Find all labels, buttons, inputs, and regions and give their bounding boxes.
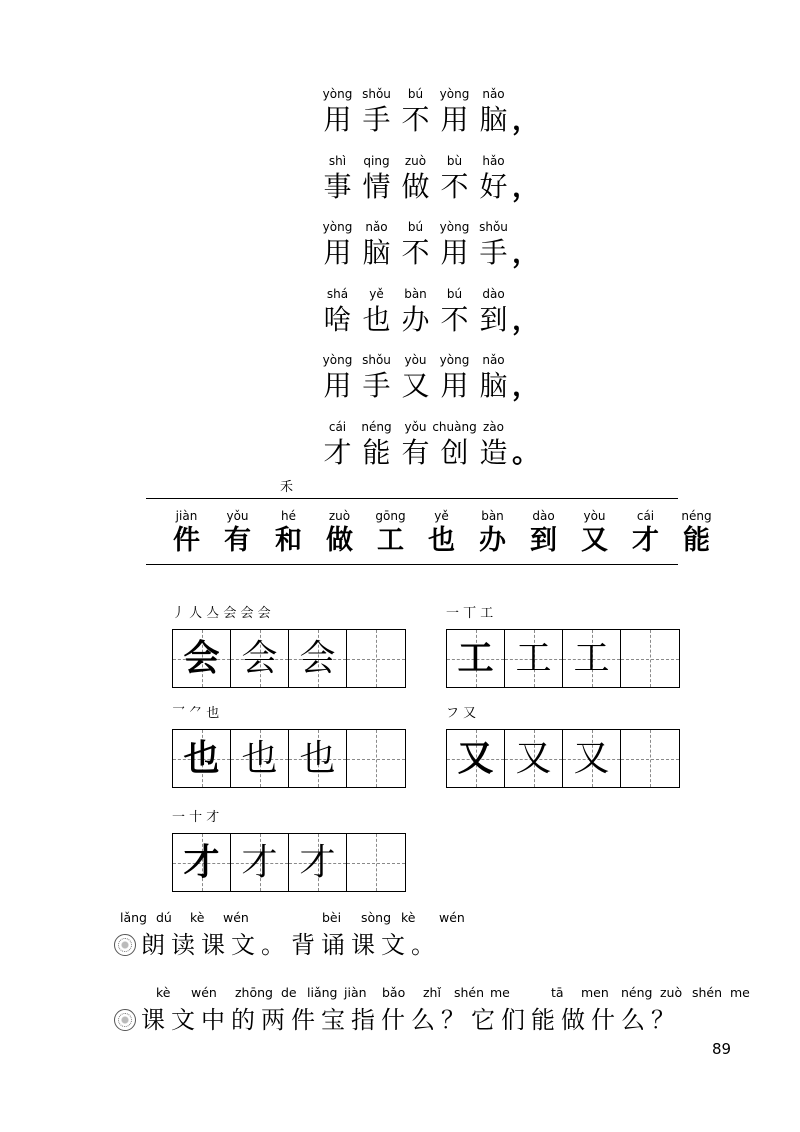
practice-char: 也 <box>241 737 278 779</box>
writing-grid <box>446 629 680 688</box>
pinyin: zuò <box>404 153 427 168</box>
exercise-pinyin <box>114 910 465 928</box>
exercise-pinyin-syllable: shén <box>692 985 723 1000</box>
vocab-pinyin: hé <box>281 509 296 523</box>
practice-char: 也 <box>299 737 336 779</box>
poem-char <box>357 153 396 220</box>
exercise-pinyin <box>114 985 750 1003</box>
hanzi: 也 <box>362 302 391 336</box>
pinyin: yòng <box>322 220 353 234</box>
exercise-pinyin-syllable: kè <box>401 910 416 925</box>
page-number: 89 <box>712 1040 732 1058</box>
vocab-hanzi: 能 <box>683 525 710 556</box>
practice-cell-empty <box>347 834 405 891</box>
vocab-pinyin: yǒu <box>226 509 249 523</box>
poem-char <box>318 352 357 419</box>
exercise-pinyin-syllable: men <box>581 985 609 1000</box>
pinyin: dào <box>482 286 505 301</box>
hanzi: 有 <box>401 435 430 469</box>
hanzi: ， <box>512 169 541 203</box>
vocab-word <box>467 507 518 557</box>
exercise-pinyin-syllable: zhōng <box>235 985 273 1000</box>
poem-char <box>357 352 396 419</box>
stroke-order: フ 又 <box>446 706 477 721</box>
poem-char <box>396 153 435 220</box>
vocab-hanzi: 到 <box>530 525 557 556</box>
stroke-order: 一 丅 工 <box>446 606 494 621</box>
exercise-pinyin-syllable: néng <box>621 985 653 1000</box>
poem-char <box>396 352 435 419</box>
hanzi: 手 <box>479 236 508 269</box>
hanzi: 才 <box>323 435 352 469</box>
poem-char <box>513 352 539 419</box>
hanzi: 用 <box>440 103 469 136</box>
practice-char: 会 <box>183 637 220 679</box>
pinyin: qing <box>363 153 390 168</box>
writing-grid <box>172 729 406 788</box>
hanzi: 到 <box>479 302 508 336</box>
hanzi: 脑 <box>362 236 391 269</box>
hanzi: 不 <box>440 302 469 336</box>
poem-char <box>435 219 474 286</box>
hanzi: 用 <box>323 103 352 136</box>
vocab-pinyin: cái <box>636 509 655 523</box>
pinyin: zào <box>483 419 504 434</box>
practice-char: 又 <box>457 737 494 779</box>
practice-char: 会 <box>241 637 278 679</box>
practice-cell <box>231 730 289 787</box>
hanzi: 手 <box>362 103 391 136</box>
practice-char: 也 <box>183 737 220 779</box>
hanzi: 手 <box>362 369 391 402</box>
vocab-bar <box>161 507 722 557</box>
exercise-pinyin-syllable: dú <box>156 910 172 925</box>
vocab-word <box>263 507 314 557</box>
vocab-pinyin: gōng <box>375 509 406 523</box>
exercise-text: 课文中的两件宝指什么？它们能做什么？ <box>141 1006 681 1034</box>
vocab-hanzi: 办 <box>479 525 506 556</box>
hanzi: 事 <box>323 169 352 203</box>
practice-char: 工 <box>515 637 552 679</box>
hanzi: 用 <box>323 236 352 269</box>
hanzi: 用 <box>440 369 469 402</box>
pinyin: shá <box>326 286 349 301</box>
vocab-hanzi: 件 <box>173 525 200 556</box>
pinyin: shǒu <box>479 220 508 234</box>
pinyin: bàn <box>404 286 427 301</box>
hanzi: 又 <box>401 369 430 402</box>
exercise-pinyin-syllable: liǎng <box>307 985 338 1000</box>
hanzi: 好 <box>479 169 508 203</box>
poem-char <box>357 219 396 286</box>
exercise-pinyin-syllable: wén <box>191 985 217 1000</box>
poem-char <box>435 153 474 220</box>
exercise-pinyin-syllable: zuò <box>660 985 683 1000</box>
stroke-order: 乛 ⺈ 也 <box>172 706 220 721</box>
pinyin: yòng <box>439 87 470 101</box>
poem-line <box>318 419 578 486</box>
exercise-pinyin-syllable: wén <box>439 910 465 925</box>
practice-cell <box>289 730 347 787</box>
vocab-pinyin: néng <box>681 509 712 523</box>
practice-cell-empty <box>621 630 679 687</box>
poem-char <box>435 352 474 419</box>
practice-cell <box>289 630 347 687</box>
writing-grid <box>172 833 406 892</box>
pinyin: nǎo <box>482 87 505 101</box>
poem-line <box>318 86 578 153</box>
poem-char <box>513 153 539 220</box>
practice-char: 才 <box>183 841 220 883</box>
vocab-bottom-rule <box>146 564 678 565</box>
hanzi: ， <box>512 103 541 136</box>
exercise-text: 朗读课文。背诵课文。 <box>141 931 441 959</box>
pinyin: néng <box>361 419 392 434</box>
vocab-top-rule <box>146 498 678 499</box>
writing-block-hui <box>172 604 406 688</box>
vocab-word <box>212 507 263 557</box>
stroke-order: 一 十 才 <box>172 810 220 825</box>
poem-char <box>318 419 357 486</box>
poem-line <box>318 153 578 220</box>
vocab-word <box>365 507 416 557</box>
hanzi: ， <box>512 236 541 269</box>
poem-char <box>513 419 539 486</box>
exercise-pinyin-syllable: kè <box>190 910 205 925</box>
practice-char: 工 <box>573 637 610 679</box>
vocab-hanzi: 有 <box>224 525 251 556</box>
pinyin: yě <box>369 286 384 301</box>
practice-cell <box>231 834 289 891</box>
vocab-word <box>518 507 569 557</box>
practice-cell <box>563 630 621 687</box>
pinyin: yòng <box>322 87 353 101</box>
radical-hint: 禾 <box>280 480 294 495</box>
vocab-word <box>416 507 467 557</box>
hanzi: ， <box>512 369 541 402</box>
practice-char: 又 <box>515 737 552 779</box>
pinyin: yǒu <box>404 419 427 434</box>
pinyin: yòng <box>439 353 470 367</box>
exercise-pinyin-syllable: jiàn <box>344 985 367 1000</box>
practice-char: 才 <box>241 841 278 883</box>
poem <box>318 86 578 485</box>
poem-char <box>474 419 513 486</box>
poem-char <box>396 419 435 486</box>
exercise-pinyin-syllable: zhǐ <box>423 985 441 1000</box>
exercise-pinyin-syllable: me <box>730 985 750 1000</box>
practice-cell-empty <box>347 630 405 687</box>
hanzi: 不 <box>440 169 469 203</box>
exercise-pinyin-syllable: shén <box>454 985 485 1000</box>
poem-char <box>318 86 357 153</box>
vocab-word <box>161 507 212 557</box>
hanzi: 办 <box>401 302 430 336</box>
vocab-word <box>620 507 671 557</box>
exercise-pinyin-syllable: de <box>281 985 297 1000</box>
exercise-2 <box>114 985 750 1035</box>
vocab-hanzi: 又 <box>581 525 608 556</box>
vocab-hanzi: 和 <box>275 525 302 556</box>
hanzi: 脑 <box>479 369 508 402</box>
pinyin: yòu <box>404 353 427 367</box>
practice-cell-empty <box>621 730 679 787</box>
poem-char <box>318 153 357 220</box>
vocab-pinyin: bàn <box>481 509 504 523</box>
vocab-hanzi: 也 <box>428 525 455 556</box>
poem-char <box>318 219 357 286</box>
pinyin: hǎo <box>482 153 505 168</box>
poem-line <box>318 219 578 286</box>
hanzi: 。 <box>512 435 541 469</box>
practice-cell <box>505 730 563 787</box>
practice-cell <box>447 730 505 787</box>
practice-cell <box>447 630 505 687</box>
exercise-pinyin-syllable: lǎng <box>120 910 147 925</box>
practice-char: 会 <box>299 637 336 679</box>
vocab-hanzi: 才 <box>632 525 659 556</box>
vocab-hanzi: 工 <box>377 525 404 556</box>
practice-cell-empty <box>347 730 405 787</box>
practice-char: 工 <box>457 637 494 679</box>
practice-cell <box>563 730 621 787</box>
hanzi: 能 <box>362 435 391 469</box>
poem-char <box>513 86 539 153</box>
exercise-pinyin-syllable: bèi <box>322 910 342 925</box>
poem-line <box>318 286 578 353</box>
pinyin: nǎo <box>365 220 388 234</box>
poem-char <box>396 286 435 353</box>
poem-char <box>474 352 513 419</box>
poem-char <box>318 286 357 353</box>
writing-block-you <box>446 704 680 788</box>
poem-char <box>396 86 435 153</box>
practice-char: 才 <box>299 841 336 883</box>
poem-char <box>357 419 396 486</box>
pinyin: chuàng <box>432 419 477 434</box>
vocab-word <box>314 507 365 557</box>
poem-char <box>357 86 396 153</box>
poem-char <box>474 153 513 220</box>
hanzi: 用 <box>440 236 469 269</box>
practice-cell <box>173 730 231 787</box>
exercise-line <box>114 930 441 960</box>
hanzi: 造 <box>479 435 508 469</box>
practice-cell <box>505 630 563 687</box>
pinyin: shǒu <box>362 353 391 367</box>
hanzi: 创 <box>440 435 469 469</box>
poem-char <box>435 286 474 353</box>
pinyin: bù <box>446 153 463 168</box>
practice-cell <box>289 834 347 891</box>
pinyin: cái <box>328 419 347 434</box>
practice-cell <box>173 630 231 687</box>
poem-char <box>513 219 539 286</box>
exercise-pinyin-syllable: sòng <box>361 910 392 925</box>
pinyin: bú <box>446 286 463 301</box>
pinyin: shì <box>328 153 347 168</box>
pinyin: shǒu <box>362 87 391 101</box>
hanzi: 做 <box>401 169 430 203</box>
vocab-word <box>569 507 620 557</box>
vocab-pinyin: yě <box>434 509 449 523</box>
stroke-order: 丿 人 亼 会 会 会 <box>172 606 271 621</box>
hanzi: 啥 <box>323 302 352 336</box>
exercise-pinyin-syllable: bǎo <box>382 985 406 1000</box>
poem-char <box>435 86 474 153</box>
writing-block-ye <box>172 704 406 788</box>
poem-char <box>474 219 513 286</box>
writing-grid <box>172 629 406 688</box>
hanzi: 情 <box>362 169 391 203</box>
poem-char <box>513 286 539 353</box>
hanzi: 脑 <box>479 103 508 136</box>
pinyin: bú <box>407 220 424 234</box>
exercise-1 <box>114 910 465 960</box>
writing-block-cai <box>172 808 406 892</box>
poem-char <box>396 219 435 286</box>
writing-grid <box>446 729 680 788</box>
exercise-line <box>114 1005 681 1035</box>
hanzi: 不 <box>401 236 430 269</box>
exercise-badge-icon <box>114 1009 136 1031</box>
vocab-pinyin: yòu <box>583 509 606 523</box>
exercise-pinyin-syllable: me <box>490 985 510 1000</box>
pinyin: nǎo <box>482 353 505 367</box>
pinyin: bú <box>407 87 424 101</box>
hanzi: ， <box>512 302 541 336</box>
poem-line <box>318 352 578 419</box>
poem-char <box>432 419 477 486</box>
exercise-pinyin-syllable: tā <box>551 985 564 1000</box>
vocab-pinyin: zuò <box>328 509 351 523</box>
practice-char: 又 <box>573 737 610 779</box>
vocab-pinyin: jiàn <box>175 509 198 523</box>
vocab-word <box>671 507 722 557</box>
practice-cell <box>173 834 231 891</box>
exercise-pinyin-syllable: wén <box>223 910 249 925</box>
practice-cell <box>231 630 289 687</box>
pinyin: yòng <box>439 220 470 234</box>
poem-char <box>474 286 513 353</box>
pinyin: yòng <box>322 353 353 367</box>
poem-char <box>357 286 396 353</box>
poem-char <box>474 86 513 153</box>
writing-block-gong <box>446 604 680 688</box>
exercise-badge-icon <box>114 934 136 956</box>
vocab-pinyin: dào <box>532 509 555 523</box>
exercise-pinyin-syllable: kè <box>156 985 171 1000</box>
hanzi: 不 <box>401 103 430 136</box>
vocab-hanzi: 做 <box>326 525 353 556</box>
hanzi: 用 <box>323 369 352 402</box>
